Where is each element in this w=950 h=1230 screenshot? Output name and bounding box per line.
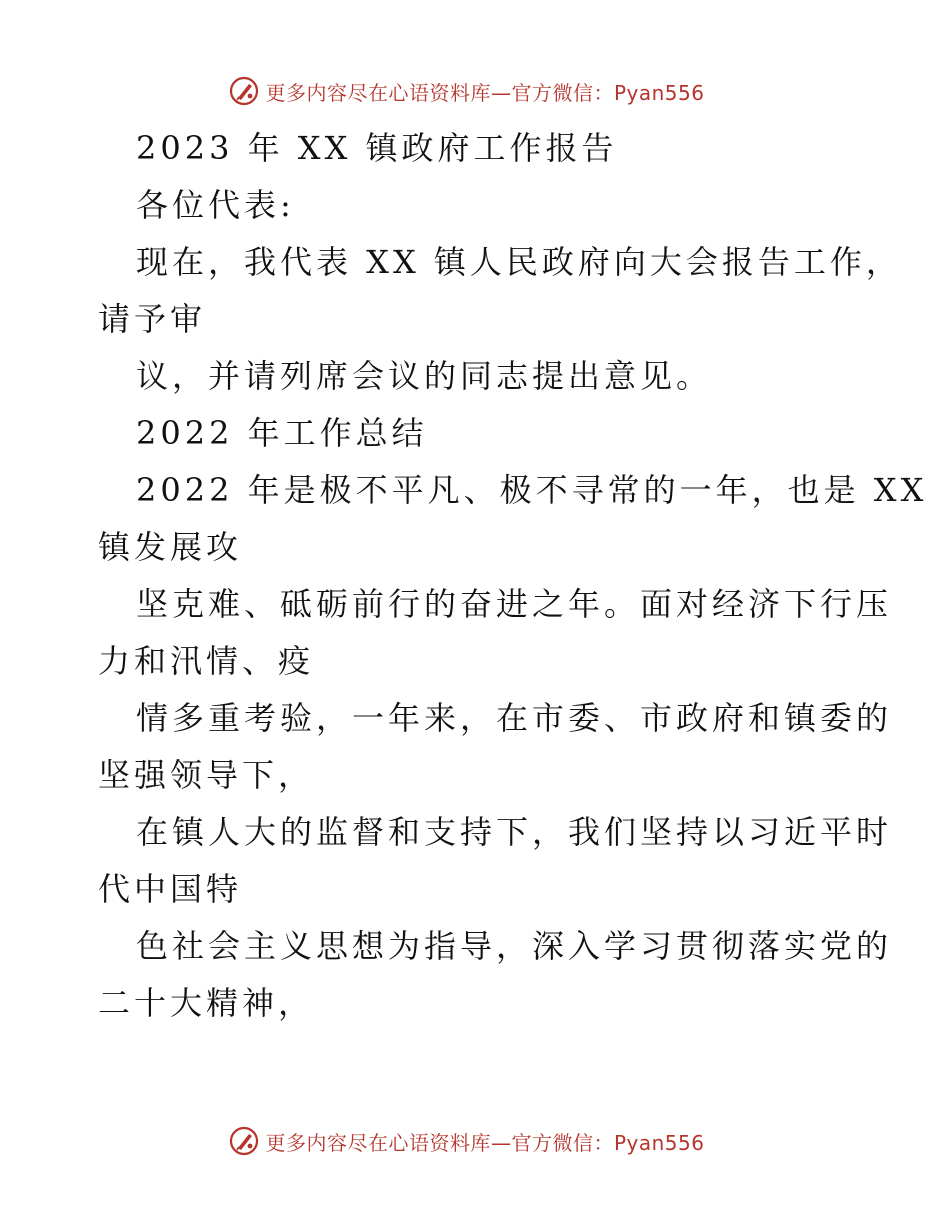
paragraph-line: 镇发展攻 (98, 528, 243, 566)
paragraph-line: 议，并请列席会议的同志提出意见。 (136, 357, 713, 395)
watermark-text: 更多内容尽在心语资料库—官方微信：Pyan556 (265, 80, 705, 105)
paragraph-line: 在镇人大的监督和支持下，我们坚持以习近平时 (136, 813, 893, 851)
paragraph-line: 力和汛情、疫 (98, 642, 315, 680)
paragraph-line: 代中国特 (98, 870, 243, 908)
watermark-group (229, 76, 704, 106)
paragraph-line: 现在，我代表 XX 镇人民政府向大会报告工作， (136, 243, 902, 281)
footer-watermark (0, 1121, 950, 1161)
watermark-text: 更多内容尽在心语资料库—官方微信：Pyan556 (265, 1130, 705, 1155)
paragraph-line: 二十大精神， (98, 984, 315, 1022)
section-heading: 2022 年工作总结 (136, 414, 428, 452)
quill-pen-logo-icon (229, 76, 259, 106)
paragraph-line: 色社会主义思想为指导，深入学习贯彻落实党的 (136, 927, 893, 965)
header-watermark (0, 71, 950, 111)
paragraph-line: 情多重考验，一年来，在市委、市政府和镇委的 (136, 699, 893, 737)
paragraph-line: 请予审 (98, 300, 207, 338)
quill-pen-logo-icon (229, 1126, 259, 1156)
paragraph-line: 坚克难、砥砺前行的奋进之年。面对经济下行压 (136, 585, 893, 623)
document-body (98, 120, 928, 1032)
paragraph-line: 坚强领导下， (98, 756, 315, 794)
report-title: 2023 年 XX 镇政府工作报告 (136, 129, 618, 167)
watermark-group (229, 1126, 704, 1156)
paragraph-line: 2022 年是极不平凡、极不寻常的一年，也是 XX (136, 471, 928, 509)
salutation: 各位代表: (136, 186, 295, 224)
